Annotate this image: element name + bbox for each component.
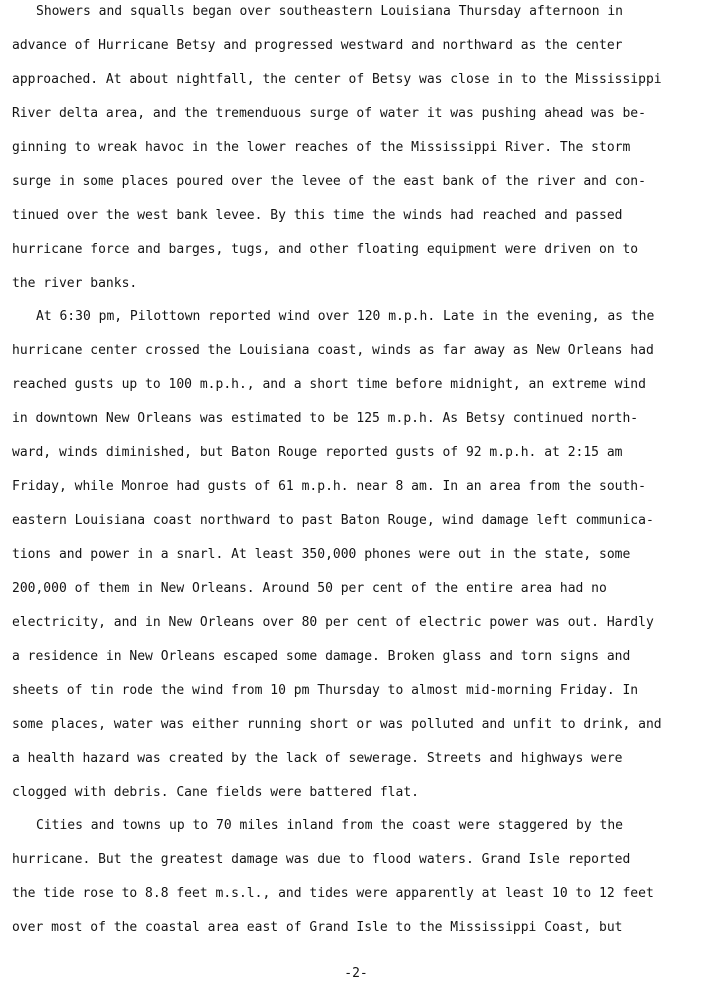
text-line: tinued over the west bank levee. By this time the winds had reached and passed bbox=[12, 208, 623, 223]
text-line: Cities and towns up to 70 miles inland from the coast were staggered by the bbox=[36, 818, 623, 833]
text-line: ward, winds diminished, but Baton Rouge reported gusts of 92 m.p.h. at 2:15 am bbox=[12, 445, 623, 460]
text-line: ginning to wreak havoc in the lower reaches of the Mississippi River. The storm bbox=[12, 140, 631, 155]
text-line: At 6:30 pm, Pilottown reported wind over 120 m.p.h. Late in the evening, as the bbox=[36, 309, 655, 324]
text-line: a residence in New Orleans escaped some damage. Broken glass and torn signs and bbox=[12, 649, 631, 664]
text-line: over most of the coastal area east of Grand Isle to the Mississippi Coast, but bbox=[12, 920, 623, 935]
text-line: the river banks. bbox=[12, 276, 138, 291]
text-line: hurricane. But the greatest damage was due to flood waters. Grand Isle reported bbox=[12, 852, 631, 867]
text-line: sheets of tin rode the wind from 10 pm Thursday to almost mid-morning Friday. In bbox=[12, 683, 639, 698]
text-line: Showers and squalls began over southeastern Louisiana Thursday afternoon in bbox=[36, 4, 623, 19]
text-line: electricity, and in New Orleans over 80 per cent of electric power was out. Hardly bbox=[12, 615, 654, 630]
text-line: in downtown New Orleans was estimated to be 125 m.p.h. As Betsy continued north- bbox=[12, 411, 639, 426]
text-line: reached gusts up to 100 m.p.h., and a short time before midnight, an extreme wind bbox=[12, 377, 646, 392]
text-line: advance of Hurricane Betsy and progressed westward and northward as the center bbox=[12, 38, 623, 53]
text-line: clogged with debris. Cane fields were battered flat. bbox=[12, 785, 419, 800]
text-line: 200,000 of them in New Orleans. Around 50 per cent of the entire area had no bbox=[12, 581, 607, 596]
page-number: -2- bbox=[344, 966, 368, 981]
text-line: some places, water was either running short or was polluted and unfit to drink, and bbox=[12, 717, 662, 732]
text-line: River delta area, and the tremenduous surge of water it was pushing ahead was be- bbox=[12, 106, 646, 121]
text-line: tions and power in a snarl. At least 350,000 phones were out in the state, some bbox=[12, 547, 631, 562]
text-line: hurricane center crossed the Louisiana coast, winds as far away as New Orleans had bbox=[12, 343, 654, 358]
text-line: eastern Louisiana coast northward to past Baton Rouge, wind damage left communica- bbox=[12, 513, 654, 528]
text-line: the tide rose to 8.8 feet m.s.l., and tides were apparently at least 10 to 12 feet bbox=[12, 886, 654, 901]
text-line: hurricane force and barges, tugs, and other floating equipment were driven on to bbox=[12, 242, 639, 257]
text-line: surge in some places poured over the levee of the east bank of the river and con- bbox=[12, 174, 646, 189]
text-line: a health hazard was created by the lack of sewerage. Streets and highways were bbox=[12, 751, 623, 766]
text-line: approached. At about nightfall, the center of Betsy was close in to the Mississippi bbox=[12, 72, 662, 87]
text-line: Friday, while Monroe had gusts of 61 m.p.h. near 8 am. In an area from the south- bbox=[12, 479, 646, 494]
